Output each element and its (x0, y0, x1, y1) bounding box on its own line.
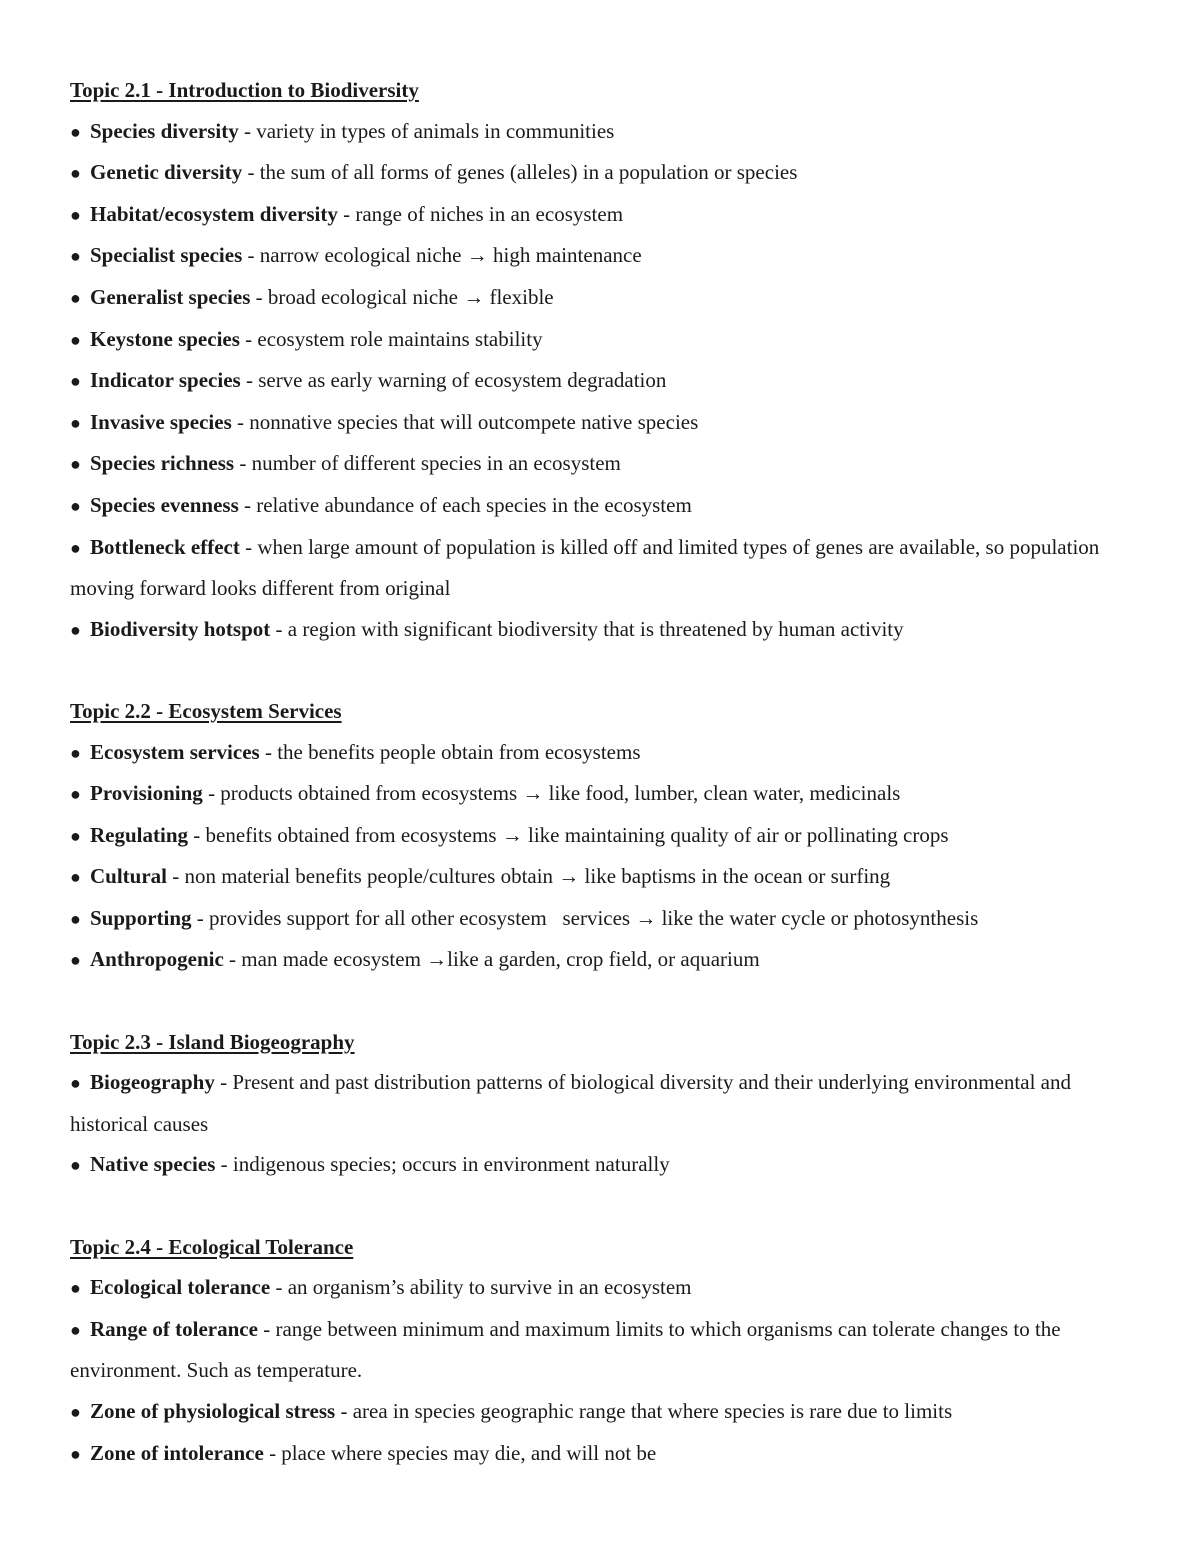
term: Supporting (90, 905, 192, 930)
section-topic-2-2 (70, 691, 1130, 981)
definition: - narrow ecological niche → high maintenance (242, 243, 642, 268)
section-topic-2-3 (70, 1022, 1130, 1186)
list-item (70, 402, 1130, 444)
list-item (70, 1144, 1130, 1186)
term: Cultural (90, 864, 168, 889)
definition: - benefits obtained from ecosystems → like maintaining quality of air or pollinating crops (188, 822, 949, 847)
bullet-icon: ● (70, 371, 81, 392)
term: Indicator species (90, 368, 241, 393)
definition: - provides support for all other ecosystem services → like the water cycle or photosynthesis (191, 905, 979, 930)
bullet-icon: ● (70, 537, 81, 558)
term: Biogeography (90, 1070, 215, 1095)
term: Ecological tolerance (90, 1275, 271, 1300)
section-heading: Topic 2.3 - Island Biogeography (70, 1029, 355, 1054)
definition: - variety in types of animals in communities (238, 118, 615, 143)
bullet-icon: ● (70, 784, 81, 805)
bullet-icon: ● (70, 742, 81, 763)
definition: - broad ecological niche → flexible (250, 284, 554, 309)
list-item (70, 898, 1130, 940)
definition: - place where species may die, and will not be (263, 1440, 657, 1465)
bullet-icon: ● (70, 825, 81, 846)
bullet-icon: ● (70, 454, 81, 475)
definition: - products obtained from ecosystems → like food, lumber, clean water, medicinals (202, 781, 901, 806)
term: Ecosystem services (90, 739, 260, 764)
bullet-icon: ● (70, 1278, 81, 1299)
list-item (70, 319, 1130, 361)
list-item (70, 773, 1130, 815)
list-item (70, 1062, 1130, 1144)
list-item (70, 1309, 1130, 1391)
term: Keystone species (90, 326, 240, 351)
bullet-icon: ● (70, 329, 81, 350)
list-item (70, 194, 1130, 236)
definition: - nonnative species that will outcompete native species (231, 409, 699, 434)
definition: - the sum of all forms of genes (alleles) in a population or species (242, 160, 798, 185)
bullet-icon: ● (70, 1319, 81, 1340)
section-heading: Topic 2.2 - Ecosystem Services (70, 698, 342, 723)
bullet-icon: ● (70, 1073, 81, 1094)
definition: - ecosystem role maintains stability (239, 326, 543, 351)
list-item (70, 609, 1130, 651)
definition: - non material benefits people/cultures obtain → like baptisms in the ocean or surfing (167, 864, 891, 889)
definition: - number of different species in an ecosystem (234, 451, 621, 476)
section-heading: Topic 2.4 - Ecological Tolerance (70, 1234, 354, 1259)
list-item (70, 1391, 1130, 1433)
section-topic-2-4 (70, 1227, 1130, 1475)
list-item (70, 443, 1130, 485)
term: Zone of physiological stress (90, 1399, 336, 1423)
term: Biodiversity hotspot (90, 616, 271, 641)
bullet-icon: ● (70, 1443, 81, 1464)
term: Anthropogenic (90, 947, 224, 972)
bullet-icon: ● (70, 163, 81, 184)
definition: - a region with significant biodiversity that is threatened by human activity (270, 616, 904, 641)
term: Generalist species (90, 284, 251, 309)
list-item (70, 527, 1130, 609)
definition: - when large amount of population is killed off and limited types of genes are available, so population moving forward looks different from original (70, 534, 1100, 601)
list-item (70, 856, 1130, 898)
list-item (70, 360, 1130, 402)
bullet-icon: ● (70, 287, 81, 308)
list-item (70, 732, 1130, 774)
bullet-icon: ● (70, 495, 81, 516)
term: Species richness (90, 451, 235, 476)
term: Zone of intolerance (90, 1440, 264, 1465)
term: Habitat/ecosystem diversity (90, 201, 338, 226)
definition: - range of niches in an ecosystem (337, 201, 624, 226)
bullet-icon: ● (70, 867, 81, 888)
term: Genetic diversity (90, 160, 243, 185)
term: Native species (90, 1152, 216, 1177)
term: Invasive species (90, 409, 232, 434)
bullet-icon: ● (70, 246, 81, 267)
definition: - man made ecosystem →like a garden, crop field, or aquarium (223, 947, 760, 972)
term: Specialist species (90, 243, 243, 268)
list-item (70, 815, 1130, 857)
list-item (70, 939, 1130, 981)
definition: - serve as early warning of ecosystem degradation (240, 368, 667, 393)
term: Bottleneck effect (90, 534, 240, 559)
list-item (70, 1267, 1130, 1309)
term: Species evenness (90, 492, 239, 517)
document-page (70, 70, 1130, 1474)
term: Provisioning (90, 781, 203, 806)
bullet-icon: ● (70, 1155, 81, 1176)
definition: - range between minimum and maximum limits to which organisms can tolerate changes to the environment. Such as temperature. (70, 1316, 1061, 1383)
list-item (70, 277, 1130, 319)
bullet-icon: ● (70, 121, 81, 142)
bullet-icon: ● (70, 204, 81, 225)
list-item (70, 485, 1130, 527)
term: Regulating (90, 822, 189, 847)
definition: - an organism’s ability to survive in an ecosystem (270, 1275, 692, 1300)
definition: - area in species geographic range that where species is rare due to limits (335, 1399, 953, 1423)
bullet-icon: ● (70, 908, 81, 929)
term: Range of tolerance (90, 1316, 258, 1341)
section-heading: Topic 2.1 - Introduction to Biodiversity (70, 78, 419, 102)
definition: - relative abundance of each species in the ecosystem (238, 492, 692, 517)
bullet-icon: ● (70, 619, 81, 640)
list-item (70, 1433, 1130, 1475)
term: Species diversity (90, 118, 239, 143)
list-item (70, 111, 1130, 153)
list-item (70, 152, 1130, 194)
bullet-icon: ● (70, 412, 81, 433)
section-topic-2-1 (70, 70, 1130, 650)
definition: - indigenous species; occurs in environment naturally (215, 1152, 670, 1177)
definition: - Present and past distribution patterns of biological diversity and their underlying environmental and historical causes (70, 1070, 1071, 1136)
bullet-icon: ● (70, 950, 81, 971)
definition: - the benefits people obtain from ecosystems (259, 739, 641, 764)
bullet-icon: ● (70, 1402, 81, 1422)
list-item (70, 235, 1130, 277)
